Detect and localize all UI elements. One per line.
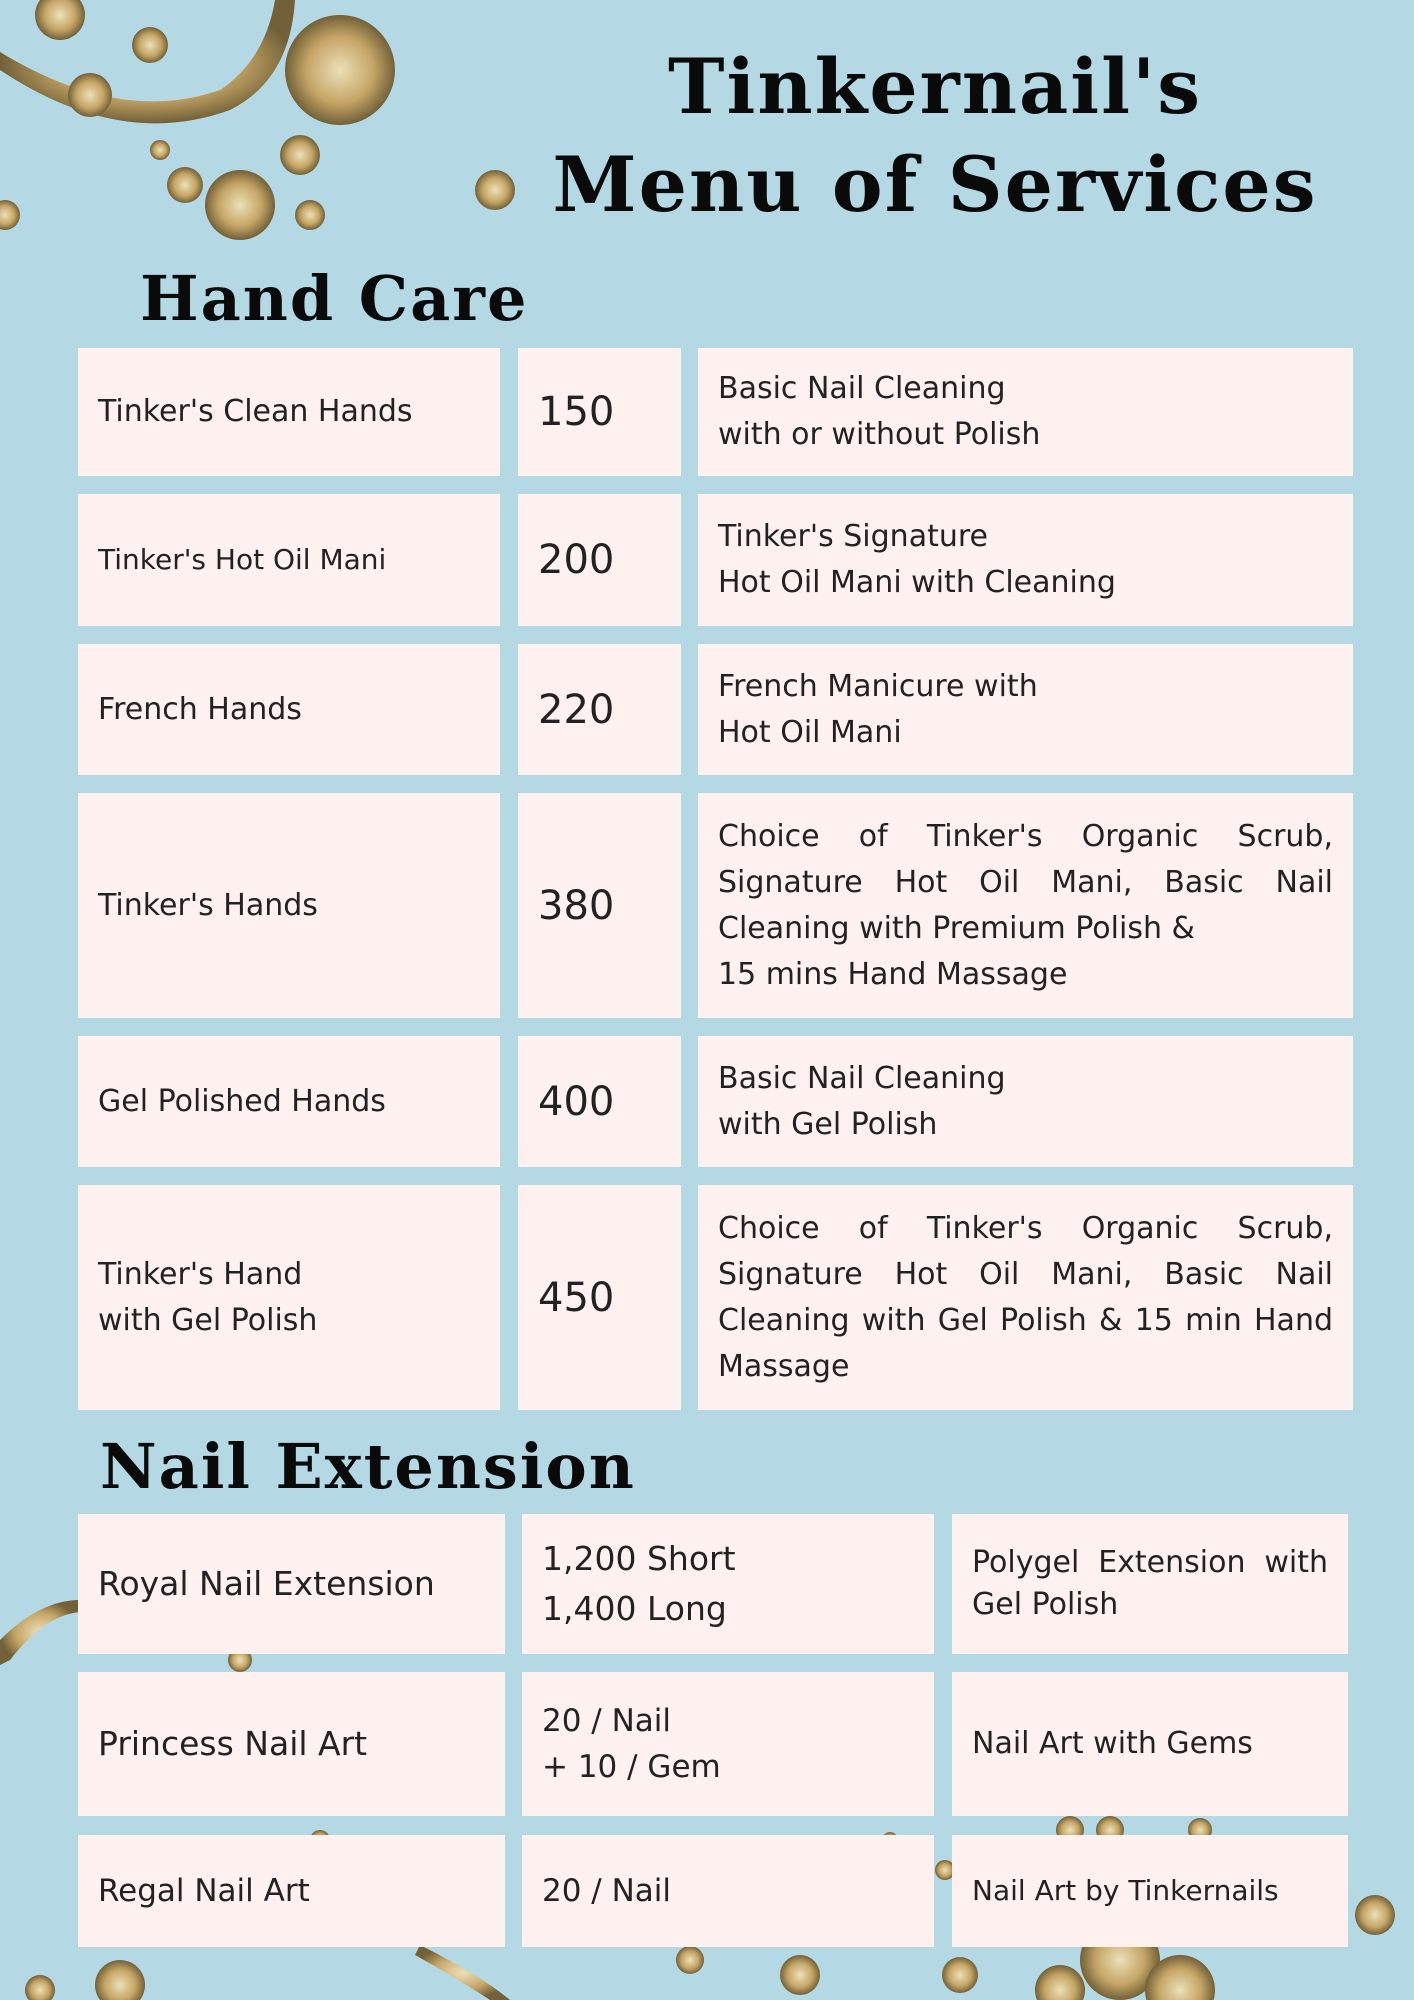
title-line-1: Tinkernail's: [667, 42, 1203, 131]
service-name: Tinker's Hand with Gel Polish: [78, 1185, 500, 1410]
service-price: 200: [518, 494, 681, 626]
hand-care-heading: Hand Care: [140, 262, 529, 335]
service-price: 450: [518, 1185, 681, 1410]
service-name: Tinker's Hot Oil Mani: [78, 494, 500, 626]
service-description: Choice of Tinker's Organic Scrub, Signature Hot Oil Mani, Basic Nail Cleaning with Gel Polish & 15 min Hand Massage: [698, 1185, 1353, 1410]
service-name: Princess Nail Art: [78, 1672, 505, 1816]
service-description: Basic Nail Cleaning with Gel Polish: [698, 1036, 1353, 1167]
service-description: Nail Art by Tinkernails: [952, 1835, 1348, 1947]
service-description: Choice of Tinker's Organic Scrub, Signature Hot Oil Mani, Basic Nail Cleaning with Premium Polish & 15 mins Hand Massage: [698, 793, 1353, 1018]
service-name: French Hands: [78, 644, 500, 775]
service-price: 400: [518, 1036, 681, 1167]
service-name: Royal Nail Extension: [78, 1514, 505, 1654]
service-price: 380: [518, 793, 681, 1018]
service-description: Basic Nail Cleaning with or without Polish: [698, 348, 1353, 476]
service-name: Gel Polished Hands: [78, 1036, 500, 1167]
service-name: Tinker's Clean Hands: [78, 348, 500, 476]
service-price: 220: [518, 644, 681, 775]
nail-extension-heading: Nail Extension: [100, 1430, 636, 1503]
service-price: 20 / Nail + 10 / Gem: [522, 1672, 934, 1816]
service-name: Regal Nail Art: [78, 1835, 505, 1947]
service-description: Nail Art with Gems: [952, 1672, 1348, 1816]
service-name: Tinker's Hands: [78, 793, 500, 1018]
service-price: 1,200 Short 1,400 Long: [522, 1514, 934, 1654]
service-price: 150: [518, 348, 681, 476]
service-description: Tinker's Signature Hot Oil Mani with Cleaning: [698, 494, 1353, 626]
service-description: French Manicure with Hot Oil Mani: [698, 644, 1353, 775]
title-line-2: Menu of Services: [552, 140, 1318, 229]
service-price: 20 / Nail: [522, 1835, 934, 1947]
page-title: [500, 38, 1370, 234]
service-description: Polygel Extension with Gel Polish: [952, 1514, 1348, 1654]
